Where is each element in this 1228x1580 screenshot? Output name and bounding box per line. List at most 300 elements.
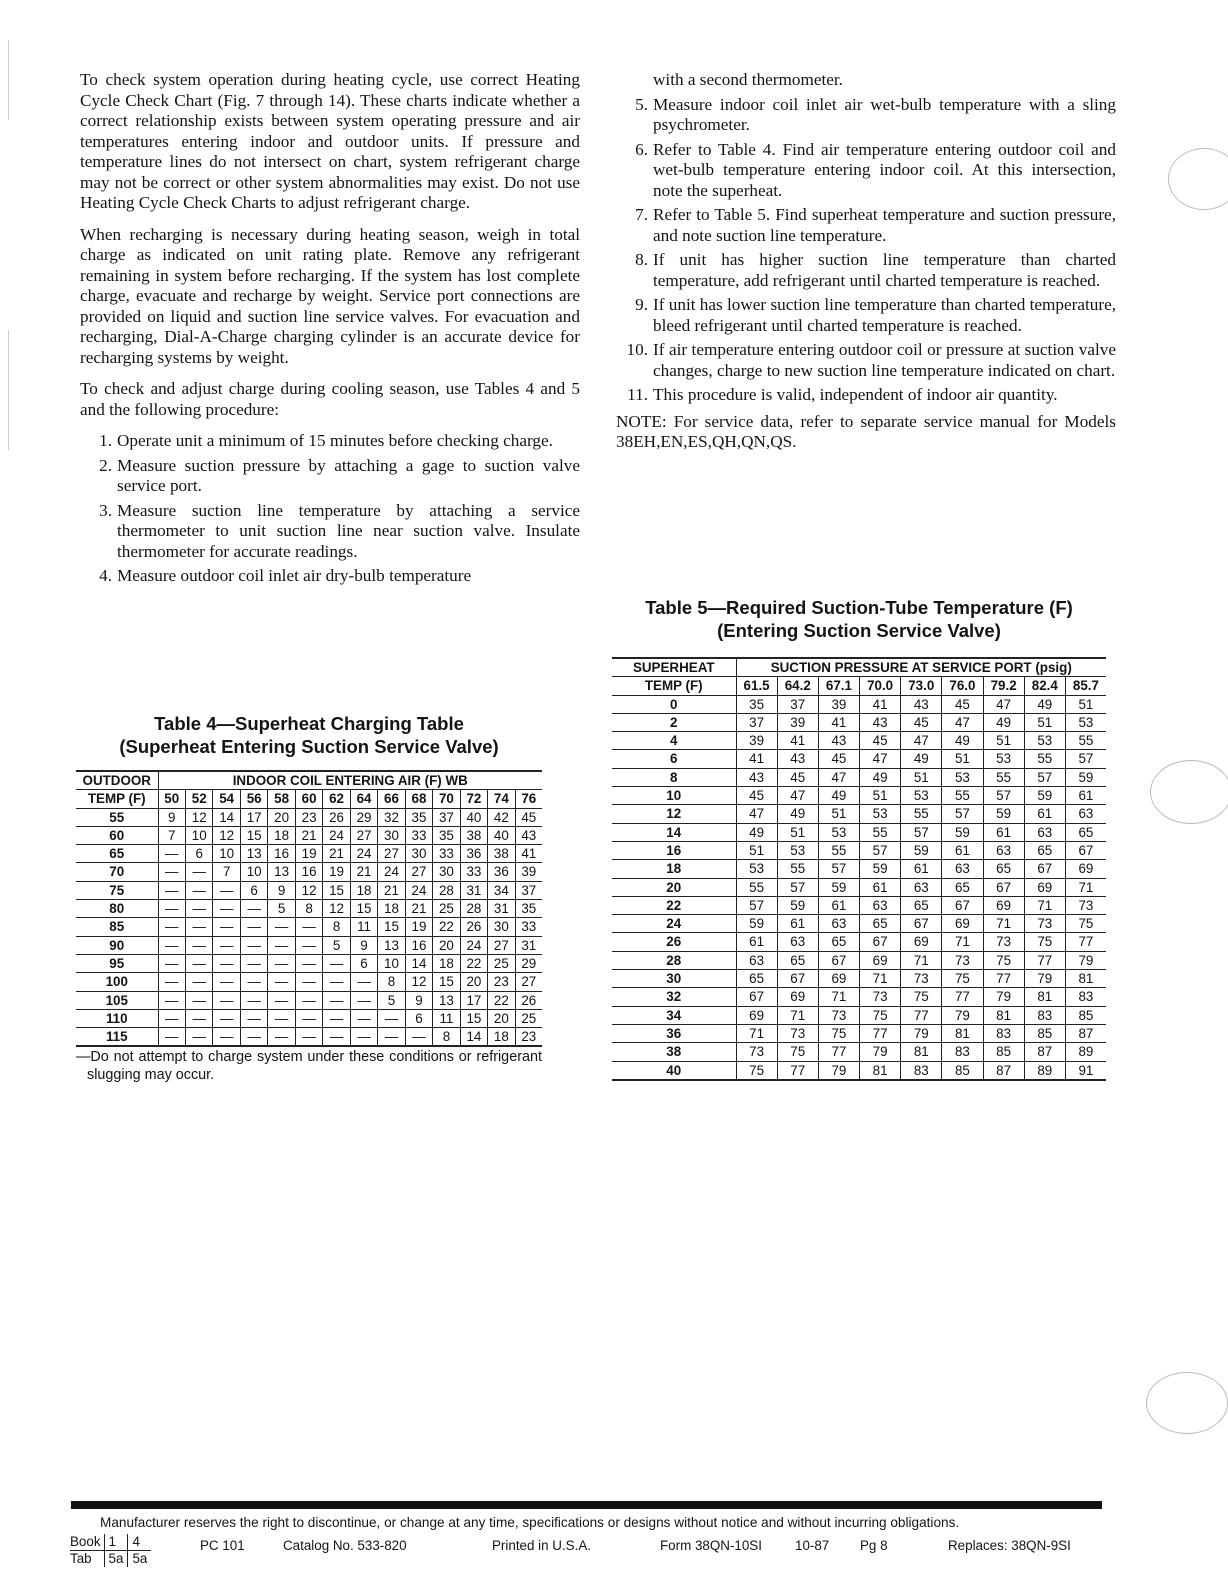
table-row [612, 732, 1106, 750]
table-5-cell: 63 [942, 860, 983, 878]
table-5-row-label: 24 [612, 915, 736, 933]
table-5-cell: 51 [942, 750, 983, 768]
table-5-cell: 73 [818, 1006, 859, 1024]
table-4-cell: 19 [405, 918, 432, 936]
table-4-row-label: 115 [76, 1028, 158, 1047]
table-5-cell: 59 [860, 860, 901, 878]
table-5-cell: 71 [983, 915, 1024, 933]
table-4-cell: 32 [378, 808, 405, 826]
table-4-cell: 36 [460, 845, 487, 863]
table-5-cell: 69 [1024, 878, 1065, 896]
table-5-cell: 57 [818, 860, 859, 878]
table-5-cell: 43 [901, 695, 942, 713]
table-5-cell: 65 [1024, 841, 1065, 859]
table-4-cell: 9 [405, 991, 432, 1009]
table-4-row-label: 105 [76, 991, 158, 1009]
table-4-cell: 14 [213, 808, 240, 826]
table-5-cell: 89 [1024, 1061, 1065, 1080]
table-row [76, 936, 542, 954]
table-4-cell: 18 [378, 900, 405, 918]
table-4-column-header: 62 [323, 790, 350, 808]
table-row [612, 915, 1106, 933]
table-4-cell: — [158, 1028, 185, 1047]
table-4-cell: 8 [323, 918, 350, 936]
table-5-cell: 85 [1024, 1024, 1065, 1042]
table-5-cell: 49 [901, 750, 942, 768]
table-5-cell: 39 [818, 695, 859, 713]
table-4-cell: 31 [515, 936, 542, 954]
table-4-cell: 27 [378, 845, 405, 863]
table-4-column-header: 64 [350, 790, 377, 808]
table-5-cell: 79 [1024, 970, 1065, 988]
table-row [612, 695, 1106, 713]
table-5-cell: 55 [1065, 732, 1106, 750]
table-4-cell: — [185, 991, 212, 1009]
table-5-cell: 77 [983, 970, 1024, 988]
table-4-group-header: INDOOR COIL ENTERING AIR (F) WB [158, 771, 542, 790]
table-4-cell: — [323, 1028, 350, 1047]
table-4-row-label: 110 [76, 1009, 158, 1027]
table-4-cell: 6 [240, 881, 267, 899]
footer-replaces: Replaces: 38QN-9SI [948, 1538, 1071, 1553]
table-5-cell: 81 [983, 1006, 1024, 1024]
table-5-cell: 55 [983, 768, 1024, 786]
table-4-cell: — [213, 1009, 240, 1027]
table-5-row-label: 12 [612, 805, 736, 823]
table-4-cell: 26 [460, 918, 487, 936]
procedure-step: 5. Measure indoor coil inlet air wet-bulb temperature with a sling psychrometer. [635, 94, 1116, 134]
table-5-cell: 55 [1024, 750, 1065, 768]
table-4-cell: 43 [515, 826, 542, 844]
table-row [612, 805, 1106, 823]
table-row [76, 826, 542, 844]
table-4-cell: 24 [350, 845, 377, 863]
table-5-row-label: 28 [612, 951, 736, 969]
table-5-cell: 51 [736, 841, 777, 859]
table-4-cell: 12 [405, 973, 432, 991]
table-5-cell: 35 [736, 695, 777, 713]
table-5-cell: 59 [1024, 787, 1065, 805]
table-5-cell: 89 [1065, 1043, 1106, 1061]
table-5-cell: 67 [860, 933, 901, 951]
table-4-cell: 19 [323, 863, 350, 881]
table-5-cell: 59 [736, 915, 777, 933]
table-4-cell: 31 [488, 900, 515, 918]
table-4-cell: 34 [488, 881, 515, 899]
table-5-cell: 71 [860, 970, 901, 988]
table-row [76, 991, 542, 1009]
table-5-cell: 55 [777, 860, 818, 878]
book-value: 1 [104, 1534, 128, 1551]
table-5-cell: 63 [983, 841, 1024, 859]
table-4-cell: — [323, 991, 350, 1009]
table-4-cell: 30 [378, 826, 405, 844]
table-5-cell: 53 [736, 860, 777, 878]
table-4-row-label: 85 [76, 918, 158, 936]
table-4-cell: — [158, 845, 185, 863]
table-5-cell: 55 [860, 823, 901, 841]
table-5-cell: 57 [736, 896, 777, 914]
table-4-cell: 21 [295, 826, 322, 844]
table-4-cell: 17 [240, 808, 267, 826]
table-5-cell: 47 [736, 805, 777, 823]
table-4-cell: 10 [185, 826, 212, 844]
table-4-cell: 10 [378, 954, 405, 972]
table-5-cell: 53 [1065, 713, 1106, 731]
table-5-row-label: 30 [612, 970, 736, 988]
table-4-cell: — [185, 1009, 212, 1027]
table-4-cell: 21 [350, 863, 377, 881]
table-5-cell: 67 [777, 970, 818, 988]
table-5-cell: 47 [860, 750, 901, 768]
table-5-row-label: 22 [612, 896, 736, 914]
table-5-cell: 85 [983, 1043, 1024, 1061]
table-4-cell: — [185, 954, 212, 972]
table-4-cell: — [378, 1009, 405, 1027]
table-4-cell: 23 [515, 1028, 542, 1047]
table-5-cell: 47 [818, 768, 859, 786]
table-5-cell: 49 [818, 787, 859, 805]
table-5-cell: 67 [1024, 860, 1065, 878]
table-4-cell: 17 [460, 991, 487, 1009]
table-5-cell: 53 [777, 841, 818, 859]
table-4-cell: 35 [433, 826, 460, 844]
table-5-cell: 71 [1065, 878, 1106, 896]
table-row [612, 1043, 1106, 1061]
table-4-cell: 8 [295, 900, 322, 918]
table-4-cell: 30 [488, 918, 515, 936]
table-5-cell: 57 [1024, 768, 1065, 786]
table-4-cell: 15 [240, 826, 267, 844]
table-5-cell: 45 [777, 768, 818, 786]
table-5-cell: 71 [901, 951, 942, 969]
table-5-cell: 77 [1024, 951, 1065, 969]
table-4-cell: — [185, 881, 212, 899]
table-5-cell: 73 [1024, 915, 1065, 933]
table-4-cell: 18 [350, 881, 377, 899]
table-4-cell: 41 [515, 845, 542, 863]
table-4-cell: 45 [515, 808, 542, 826]
table-5-cell: 69 [901, 933, 942, 951]
table-4-footnote: —Do not attempt to charge system under these conditions or refrigerant slugging may occur. [76, 1049, 542, 1083]
table-4-cell: 24 [460, 936, 487, 954]
table-4-cell: 12 [213, 826, 240, 844]
table-4-cell: 23 [488, 973, 515, 991]
table-5-cell: 85 [1065, 1006, 1106, 1024]
table-5-cell: 75 [860, 1006, 901, 1024]
table-5-cell: 45 [860, 732, 901, 750]
table-5-cell: 73 [736, 1043, 777, 1061]
table-4-cell: 9 [268, 881, 295, 899]
table-5-cell: 79 [1065, 951, 1106, 969]
table-4-cell: 14 [405, 954, 432, 972]
table-5-cell: 65 [860, 915, 901, 933]
table-5-cell: 67 [901, 915, 942, 933]
table-row [76, 954, 542, 972]
table-5-cell: 63 [860, 896, 901, 914]
table-5-cell: 79 [983, 988, 1024, 1006]
table-4-cell: — [185, 973, 212, 991]
table-row [612, 878, 1106, 896]
table-4 [76, 770, 542, 1047]
table-5-cell: 59 [983, 805, 1024, 823]
table-5-cell: 79 [818, 1061, 859, 1080]
table-4-column-header: 72 [460, 790, 487, 808]
table-5-cell: 69 [942, 915, 983, 933]
table-5-column-header: 76.0 [942, 677, 983, 695]
table-5-cell: 61 [983, 823, 1024, 841]
table-row [612, 896, 1106, 914]
table-5-cell: 63 [818, 915, 859, 933]
table-5-title: Table 5—Required Suction-Tube Temperature (F) [645, 597, 1073, 618]
table-4-row-label: 75 [76, 881, 158, 899]
table-4-cell: — [268, 918, 295, 936]
table-5-cell: 69 [860, 951, 901, 969]
table-5-cell: 71 [736, 1024, 777, 1042]
table-4-cell: — [158, 1009, 185, 1027]
table-5-cell: 55 [736, 878, 777, 896]
table-5-cell: 51 [818, 805, 859, 823]
table-4-title: Table 4—Superheat Charging Table [154, 713, 464, 734]
table-5-row-label: 36 [612, 1024, 736, 1042]
table-4-column-header: 54 [213, 790, 240, 808]
table-5-cell: 49 [777, 805, 818, 823]
table-5-cell: 71 [777, 1006, 818, 1024]
table-4-cell: — [240, 936, 267, 954]
tab-label: Tab [70, 1551, 92, 1566]
table-5-cell: 55 [818, 841, 859, 859]
table-4-cell: 24 [323, 826, 350, 844]
table-5-cell: 53 [942, 768, 983, 786]
table-4-cell: — [268, 1009, 295, 1027]
table-5-cell: 57 [1065, 750, 1106, 768]
table-4-cell: 30 [433, 863, 460, 881]
table-4-row-label: 95 [76, 954, 158, 972]
table-4-column-header: 66 [378, 790, 405, 808]
table-4-cell: 5 [268, 900, 295, 918]
table-5-row-label: 4 [612, 732, 736, 750]
table-5-cell: 41 [860, 695, 901, 713]
table-row [612, 1061, 1106, 1080]
table-5-cell: 53 [983, 750, 1024, 768]
table-row [612, 970, 1106, 988]
table-4-cell: 21 [405, 900, 432, 918]
table-5-cell: 73 [777, 1024, 818, 1042]
table-5-cell: 69 [983, 896, 1024, 914]
table-5-cell: 55 [942, 787, 983, 805]
table-5-column-header: 64.2 [777, 677, 818, 695]
table-5-cell: 61 [777, 915, 818, 933]
table-4-row-label: 90 [76, 936, 158, 954]
table-4-cell: — [213, 918, 240, 936]
table-4-cell: 21 [323, 845, 350, 863]
table-4-column-header: 60 [295, 790, 322, 808]
table-4-cell: 16 [405, 936, 432, 954]
table-5 [612, 657, 1106, 1081]
table-4-cell: 12 [323, 900, 350, 918]
table-4-cell: 38 [488, 845, 515, 863]
footer-page: Pg 8 [860, 1538, 888, 1553]
table-5-cell: 59 [942, 823, 983, 841]
table-4-cell: 9 [350, 936, 377, 954]
table-4-cell: 37 [433, 808, 460, 826]
table-4-cell: 27 [515, 973, 542, 991]
table-5-cell: 75 [736, 1061, 777, 1080]
table-5-cell: 75 [818, 1024, 859, 1042]
step-continuation: with a second thermometer. [653, 70, 843, 89]
table-4-cell: 25 [515, 1009, 542, 1027]
table-4-cell: — [158, 973, 185, 991]
table-5-column-header: 67.1 [818, 677, 859, 695]
table-4-cell: — [158, 991, 185, 1009]
table-4-row-label: 80 [76, 900, 158, 918]
table-4-cell: 28 [433, 881, 460, 899]
table-5-cell: 47 [777, 787, 818, 805]
table-row [612, 933, 1106, 951]
table-5-column-header: 73.0 [901, 677, 942, 695]
table-5-cell: 77 [1065, 933, 1106, 951]
table-5-cell: 45 [736, 787, 777, 805]
table-4-cell: 7 [213, 863, 240, 881]
table-5-cell: 75 [1024, 933, 1065, 951]
table-5-row-label: 40 [612, 1061, 736, 1080]
table-5-cell: 71 [1024, 896, 1065, 914]
table-4-row-label: 100 [76, 973, 158, 991]
table-5-cell: 45 [942, 695, 983, 713]
table-5-cell: 65 [736, 970, 777, 988]
table-4-cell: — [158, 881, 185, 899]
scan-margin-line [8, 40, 9, 120]
table-4-cell: 24 [405, 881, 432, 899]
table-row [612, 841, 1106, 859]
table-4-cell: 15 [433, 973, 460, 991]
table-4-row-label: 65 [76, 845, 158, 863]
table-5-cell: 63 [1065, 805, 1106, 823]
table-4-cell: — [350, 1009, 377, 1027]
table-4-cell: 20 [433, 936, 460, 954]
table-5-cell: 67 [1065, 841, 1106, 859]
table-5-cell: 47 [942, 713, 983, 731]
table-4-cell: 25 [433, 900, 460, 918]
service-note: NOTE: For service data, refer to separate service manual for Models 38EH,EN,ES,QH,QN,QS. [616, 411, 1116, 451]
table-4-cell: — [213, 1028, 240, 1047]
table-row [76, 973, 542, 991]
table-4-cell: — [185, 936, 212, 954]
table-5-cell: 75 [901, 988, 942, 1006]
table-5-cell: 61 [1024, 805, 1065, 823]
hole-punch-mark [1146, 1372, 1228, 1434]
table-5-cell: 83 [942, 1043, 983, 1061]
procedure-steps-right [616, 95, 1116, 406]
table-row [76, 845, 542, 863]
table-5-cell: 87 [1024, 1043, 1065, 1061]
table-5-cell: 81 [1024, 988, 1065, 1006]
footer-form: Form 38QN-10SI [660, 1538, 762, 1553]
table-5-cell: 75 [942, 970, 983, 988]
table-4-cell: — [240, 954, 267, 972]
table-5-cell: 65 [818, 933, 859, 951]
table-5-cell: 57 [942, 805, 983, 823]
table-row [612, 713, 1106, 731]
table-4-section [76, 712, 542, 1084]
table-4-cell: 20 [460, 973, 487, 991]
table-4-cell: 18 [268, 826, 295, 844]
table-5-cell: 71 [942, 933, 983, 951]
table-5-cell: 51 [901, 768, 942, 786]
table-4-cell: — [295, 918, 322, 936]
table-5-cell: 83 [901, 1061, 942, 1080]
table-5-row-label: 34 [612, 1006, 736, 1024]
table-5-cell: 65 [942, 878, 983, 896]
table-4-cell: 10 [240, 863, 267, 881]
table-5-cell: 69 [777, 988, 818, 1006]
table-4-cell: 25 [488, 954, 515, 972]
procedure-step: 11. This procedure is valid, independent of indoor air quantity. [627, 385, 1058, 404]
table-5-cell: 63 [901, 878, 942, 896]
table-5-cell: 81 [942, 1024, 983, 1042]
table-5-cell: 55 [901, 805, 942, 823]
procedure-step: 9. If unit has lower suction line temperature than charted temperature, bleed refrigerant until charted temperature is reached. [635, 295, 1116, 335]
table-5-cell: 75 [777, 1043, 818, 1061]
table-4-cell: — [213, 936, 240, 954]
table-5-column-header: 61.5 [736, 677, 777, 695]
table-4-cell: 21 [378, 881, 405, 899]
table-5-cell: 41 [736, 750, 777, 768]
table-5-cell: 77 [777, 1061, 818, 1080]
table-4-cell: 24 [378, 863, 405, 881]
table-4-cell: 28 [460, 900, 487, 918]
table-5-cell: 49 [1024, 695, 1065, 713]
table-5-cell: 53 [901, 787, 942, 805]
table-5-cell: 67 [818, 951, 859, 969]
table-5-cell: 43 [818, 732, 859, 750]
table-5-cell: 81 [901, 1043, 942, 1061]
table-5-cell: 57 [983, 787, 1024, 805]
table-5-cell: 45 [818, 750, 859, 768]
table-5-cell: 45 [901, 713, 942, 731]
table-5-cell: 63 [777, 933, 818, 951]
table-5-row-label: 26 [612, 933, 736, 951]
table-4-cell: 38 [460, 826, 487, 844]
procedure-step: 8. If unit has higher suction line temperature than charted temperature, add refrigerant until charted temperature is reached. [635, 250, 1116, 290]
table-5-cell: 49 [942, 732, 983, 750]
table-5-cell: 75 [983, 951, 1024, 969]
table-4-column-header: 70 [433, 790, 460, 808]
table-4-cell: — [213, 881, 240, 899]
table-4-row-label: 60 [76, 826, 158, 844]
hole-punch-mark [1168, 148, 1228, 210]
procedure-step: 2. Measure suction pressure by attaching a gage to suction valve service port. [99, 455, 580, 495]
table-5-cell: 79 [942, 1006, 983, 1024]
table-5-cell: 73 [901, 970, 942, 988]
table-row [612, 1006, 1106, 1024]
table-5-cell: 61 [860, 878, 901, 896]
table-4-cell: — [350, 1028, 377, 1047]
table-4-cell: 8 [378, 973, 405, 991]
table-5-row-label: 16 [612, 841, 736, 859]
table-5-cell: 41 [818, 713, 859, 731]
table-5-cell: 59 [818, 878, 859, 896]
table-4-cell: 12 [295, 881, 322, 899]
table-5-subtitle: (Entering Suction Service Valve) [717, 620, 1001, 641]
table-4-cell: — [350, 991, 377, 1009]
table-row [76, 900, 542, 918]
table-5-cell: 83 [1065, 988, 1106, 1006]
table-4-cell: 42 [488, 808, 515, 826]
right-column [616, 70, 1116, 453]
table-5-cell: 51 [1065, 695, 1106, 713]
table-5-cell: 85 [942, 1061, 983, 1080]
